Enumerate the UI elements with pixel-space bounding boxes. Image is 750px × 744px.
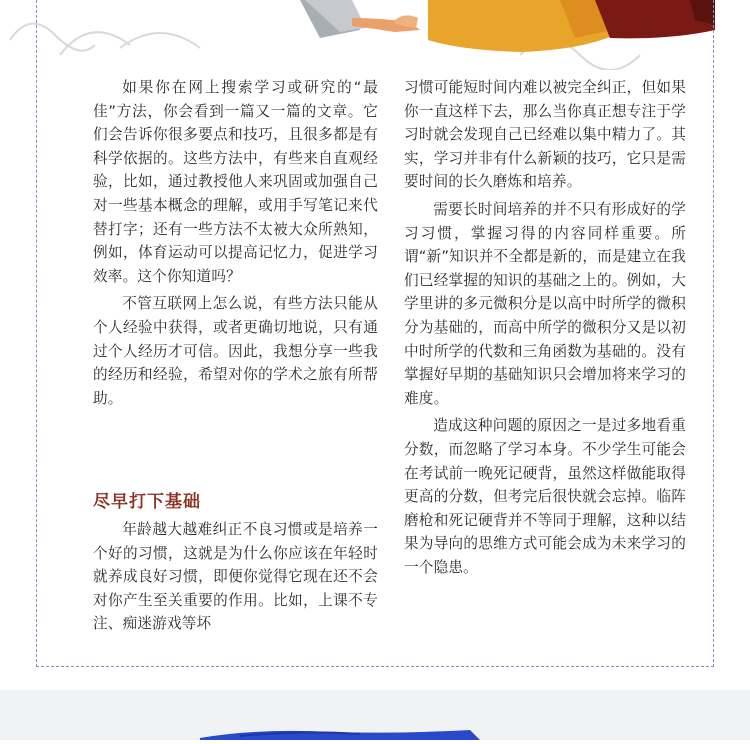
- right-column: [404, 76, 686, 579]
- paragraph: 如果你在网上搜索学习或研究的“最佳”方法，你会看到一篇又一篇的文章。它们会告诉你很多要点和技巧，且很多都是有科学依据的。这些方法中，有些来自直观经验，比如，通过教授他人来巩固或加强自己对一些基本概念的理解，或用手写笔记来代替打字；还有一些方法不太被大众所熟知，例如，体育运动可以提高记忆力，促进学习效率。这个你知道吗？: [93, 79, 378, 285]
- paragraph: 不管互联网上怎么说，有些方法只能从个人经验中获得，或者更确切地说，只有通过个人经历才可信。因此，我想分享一些我的经历和经验，希望对你的学术之旅有所帮助。: [93, 295, 378, 407]
- paragraph: 年龄越大越难纠正不良习惯或是培养一个好的习惯，这就是为什么你应该在年轻时就养成良好习惯，即便你觉得它现在还不会对你产生至关重要的作用。比如，上课不专注、痴迷游戏等坏: [93, 521, 378, 633]
- section-body: [93, 518, 378, 636]
- paragraph-continuation: 习惯可能短时间内难以被完全纠正，但如果你一直这样下去，那么当你真正想专注于学习时就会发现自己已经难以集中精力了。其实，学习并非有什么新颖的技巧，它只是需要时间的长久磨炼和培养。: [404, 79, 686, 191]
- left-column: [93, 76, 378, 410]
- paragraph: 造成这种问题的原因之一是过多地看重分数，而忽略了学习本身。不少学生可能会在考试前一晚死记硬背，虽然这样做能取得更高的分数，但考完后很快就会忘掉。临阵磨枪和死记硬背并不等同于理解，这种以结果为导向的思维方式可能会成为未来学习的一个隐患。: [404, 417, 686, 576]
- bottom-strip: [0, 690, 750, 740]
- paragraph: 需要长时间培养的并不只有形成好的学习习惯，掌握习得的内容同样重要。所谓“新”知识并不全都是新的，而是建立在我们已经掌握的知识的基础之上的。例如，大学里讲的多元微积分是以高中时所学的微积分为基础的，而高中所学的微积分又是以初中时所学的代数和三角函数为基础的。没有掌握好早期的基础知识只会增加将来学习的难度。: [404, 200, 686, 407]
- section-heading: 尽早打下基础: [93, 492, 201, 512]
- blue-brush-stroke: [0, 690, 750, 740]
